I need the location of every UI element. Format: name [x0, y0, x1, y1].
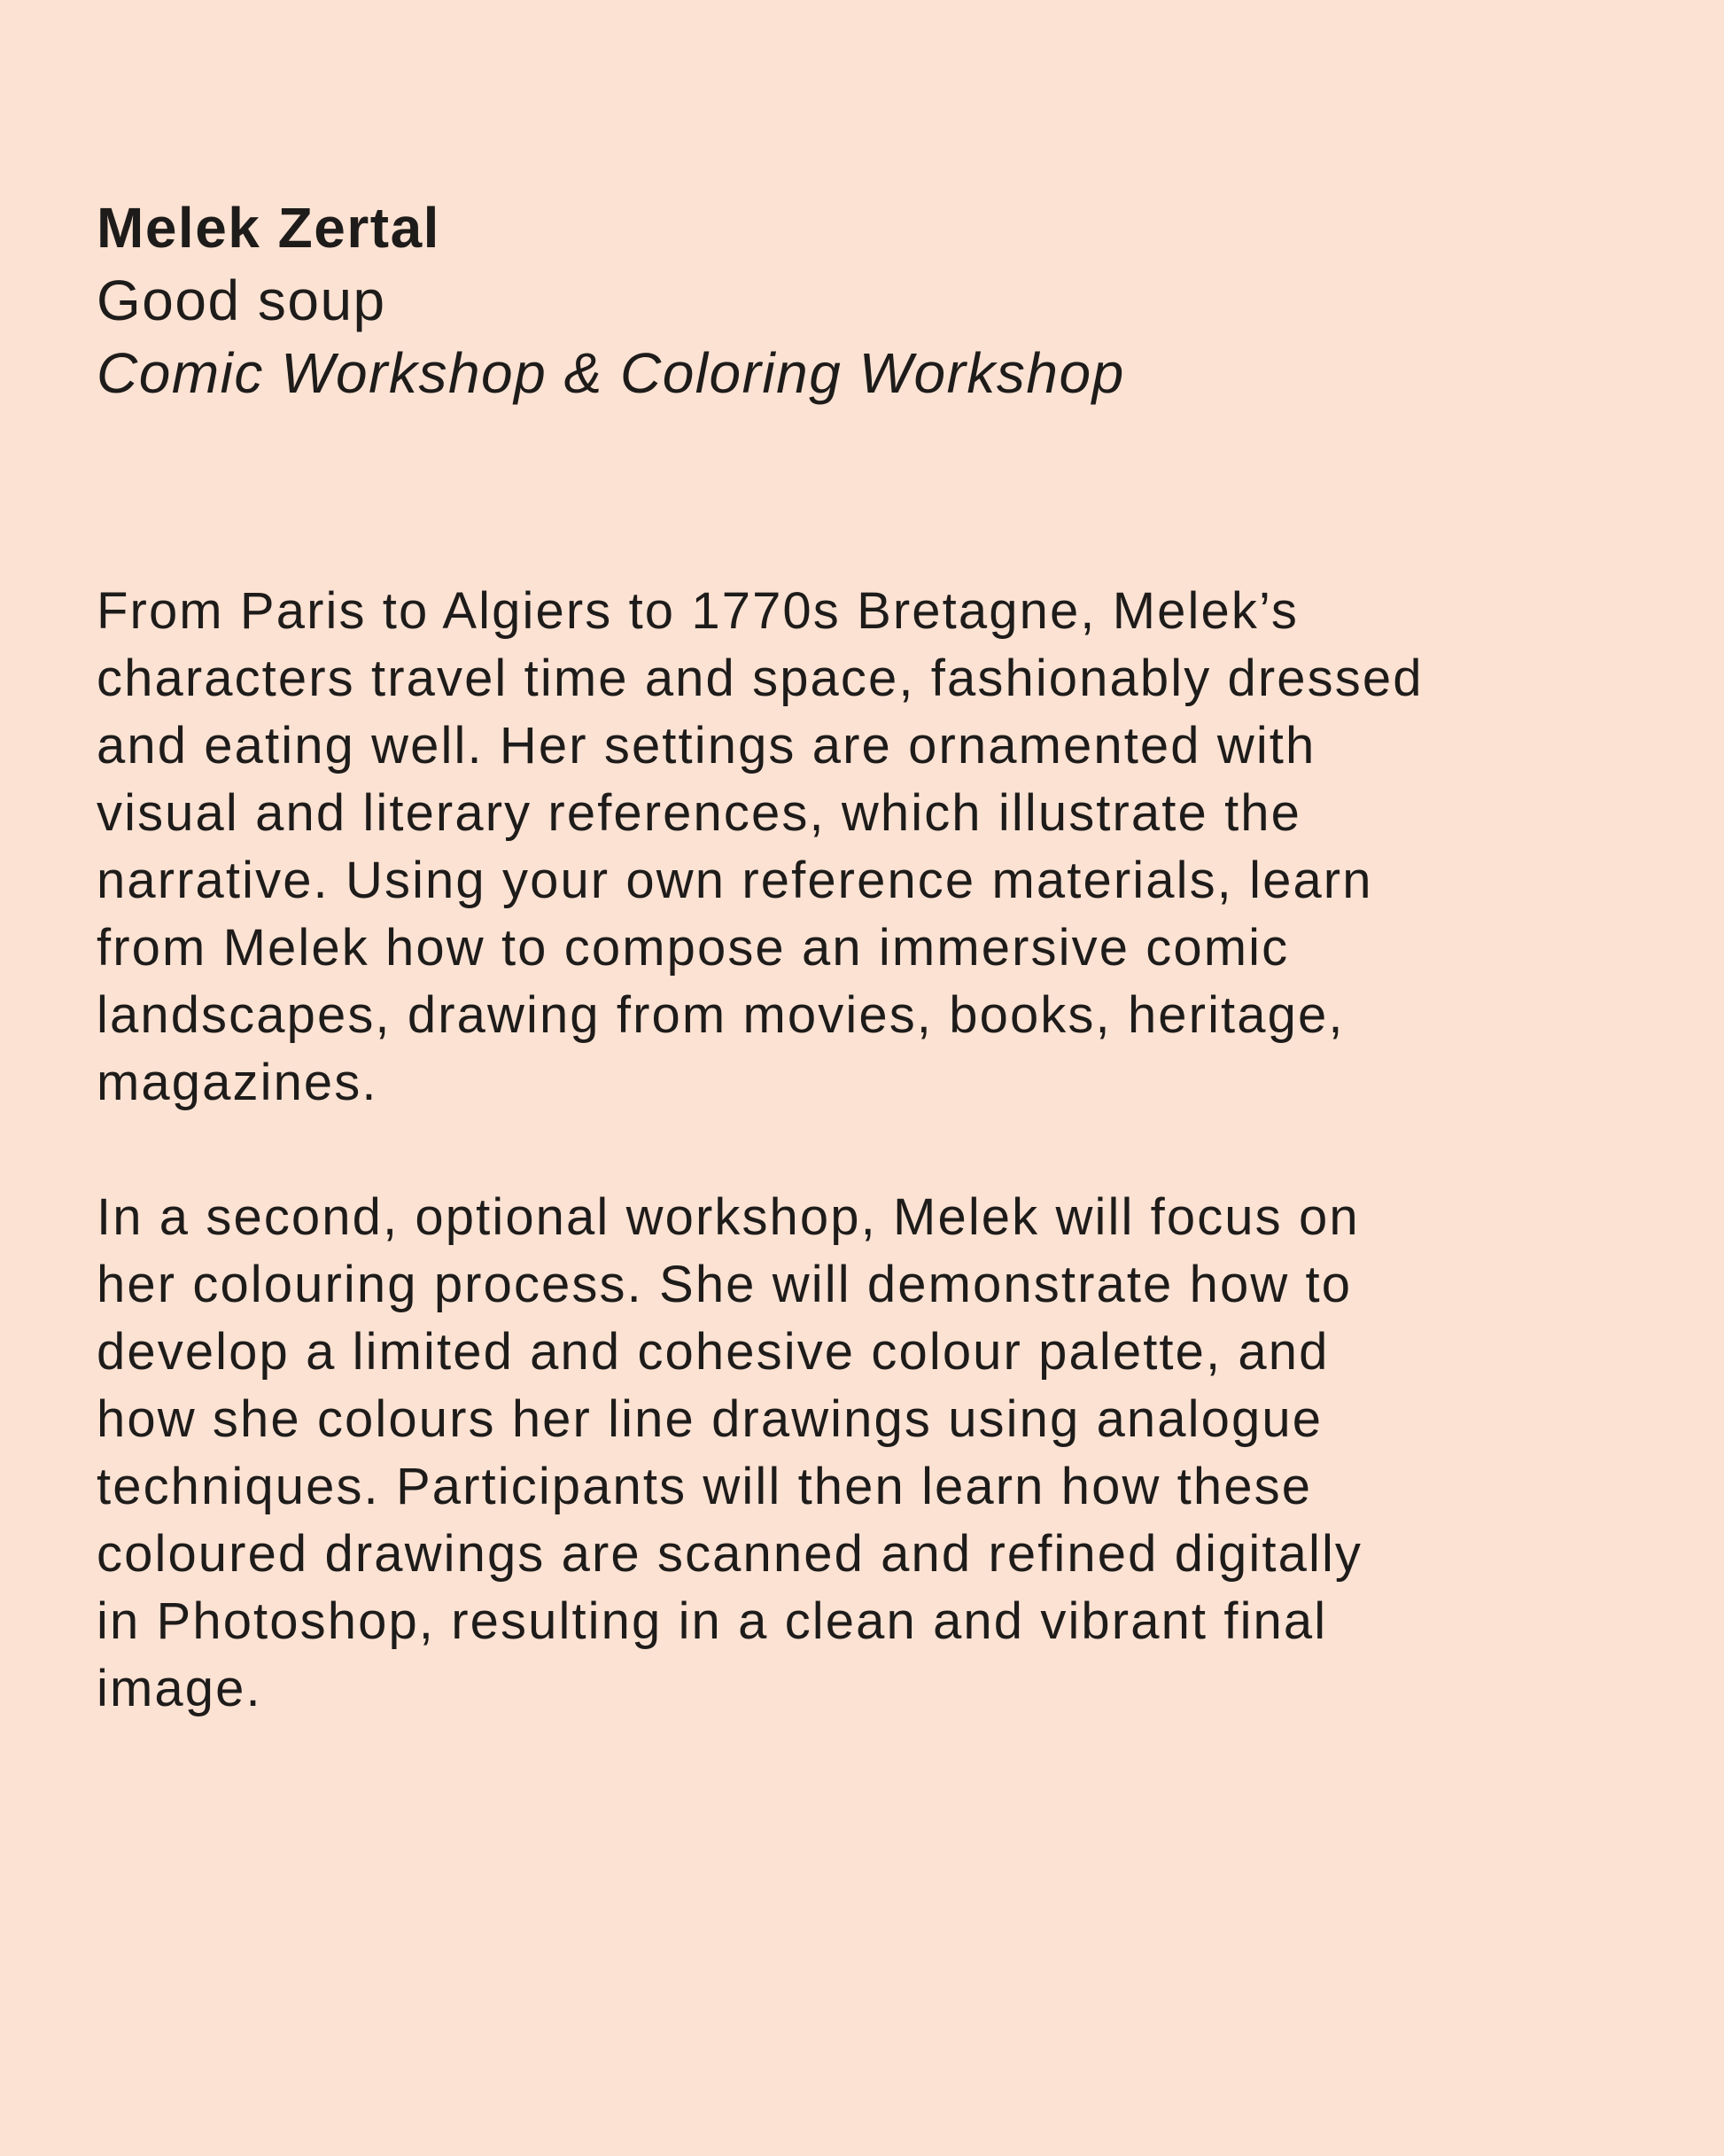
- workshop-titles: Comic Workshop & Coloring Workshop: [97, 341, 1125, 405]
- paragraph-line: magazines.: [97, 1054, 378, 1111]
- paragraph-line: visual and literary references, which illustrate the: [97, 784, 1301, 842]
- artist-name: Melek Zertal: [97, 196, 440, 260]
- workshop-description: [97, 578, 1656, 1723]
- paragraph-line: how she colours her line drawings using analogue: [97, 1390, 1324, 1448]
- workshop-header: [97, 191, 1656, 409]
- paragraph-line: in Photoshop, resulting in a clean and vibrant final: [97, 1592, 1328, 1650]
- project-title: Good soup: [97, 269, 386, 332]
- paragraph-line: In a second, optional workshop, Melek will focus on: [97, 1188, 1360, 1246]
- paragraph-line: develop a limited and cohesive colour palette, and: [97, 1323, 1330, 1381]
- description-paragraph-2: [97, 1184, 1656, 1723]
- paragraph-line: From Paris to Algiers to 1770s Bretagne, Melek’s: [97, 582, 1299, 640]
- paragraph-line: image.: [97, 1660, 262, 1717]
- paragraph-line: techniques. Participants will then learn how these: [97, 1458, 1313, 1515]
- paragraph-line: and eating well. Her settings are ornamented with: [97, 717, 1316, 774]
- paragraph-line: narrative. Using your own reference materials, learn: [97, 852, 1373, 909]
- description-paragraph-1: [97, 578, 1656, 1117]
- paragraph-line: characters travel time and space, fashionably dressed: [97, 650, 1424, 707]
- paragraph-line: coloured drawings are scanned and refined digitally: [97, 1525, 1363, 1583]
- paragraph-line: her colouring process. She will demonstrate how to: [97, 1256, 1353, 1313]
- paragraph-line: landscapes, drawing from movies, books, heritage,: [97, 986, 1345, 1044]
- paragraph-line: from Melek how to compose an immersive comic: [97, 919, 1290, 977]
